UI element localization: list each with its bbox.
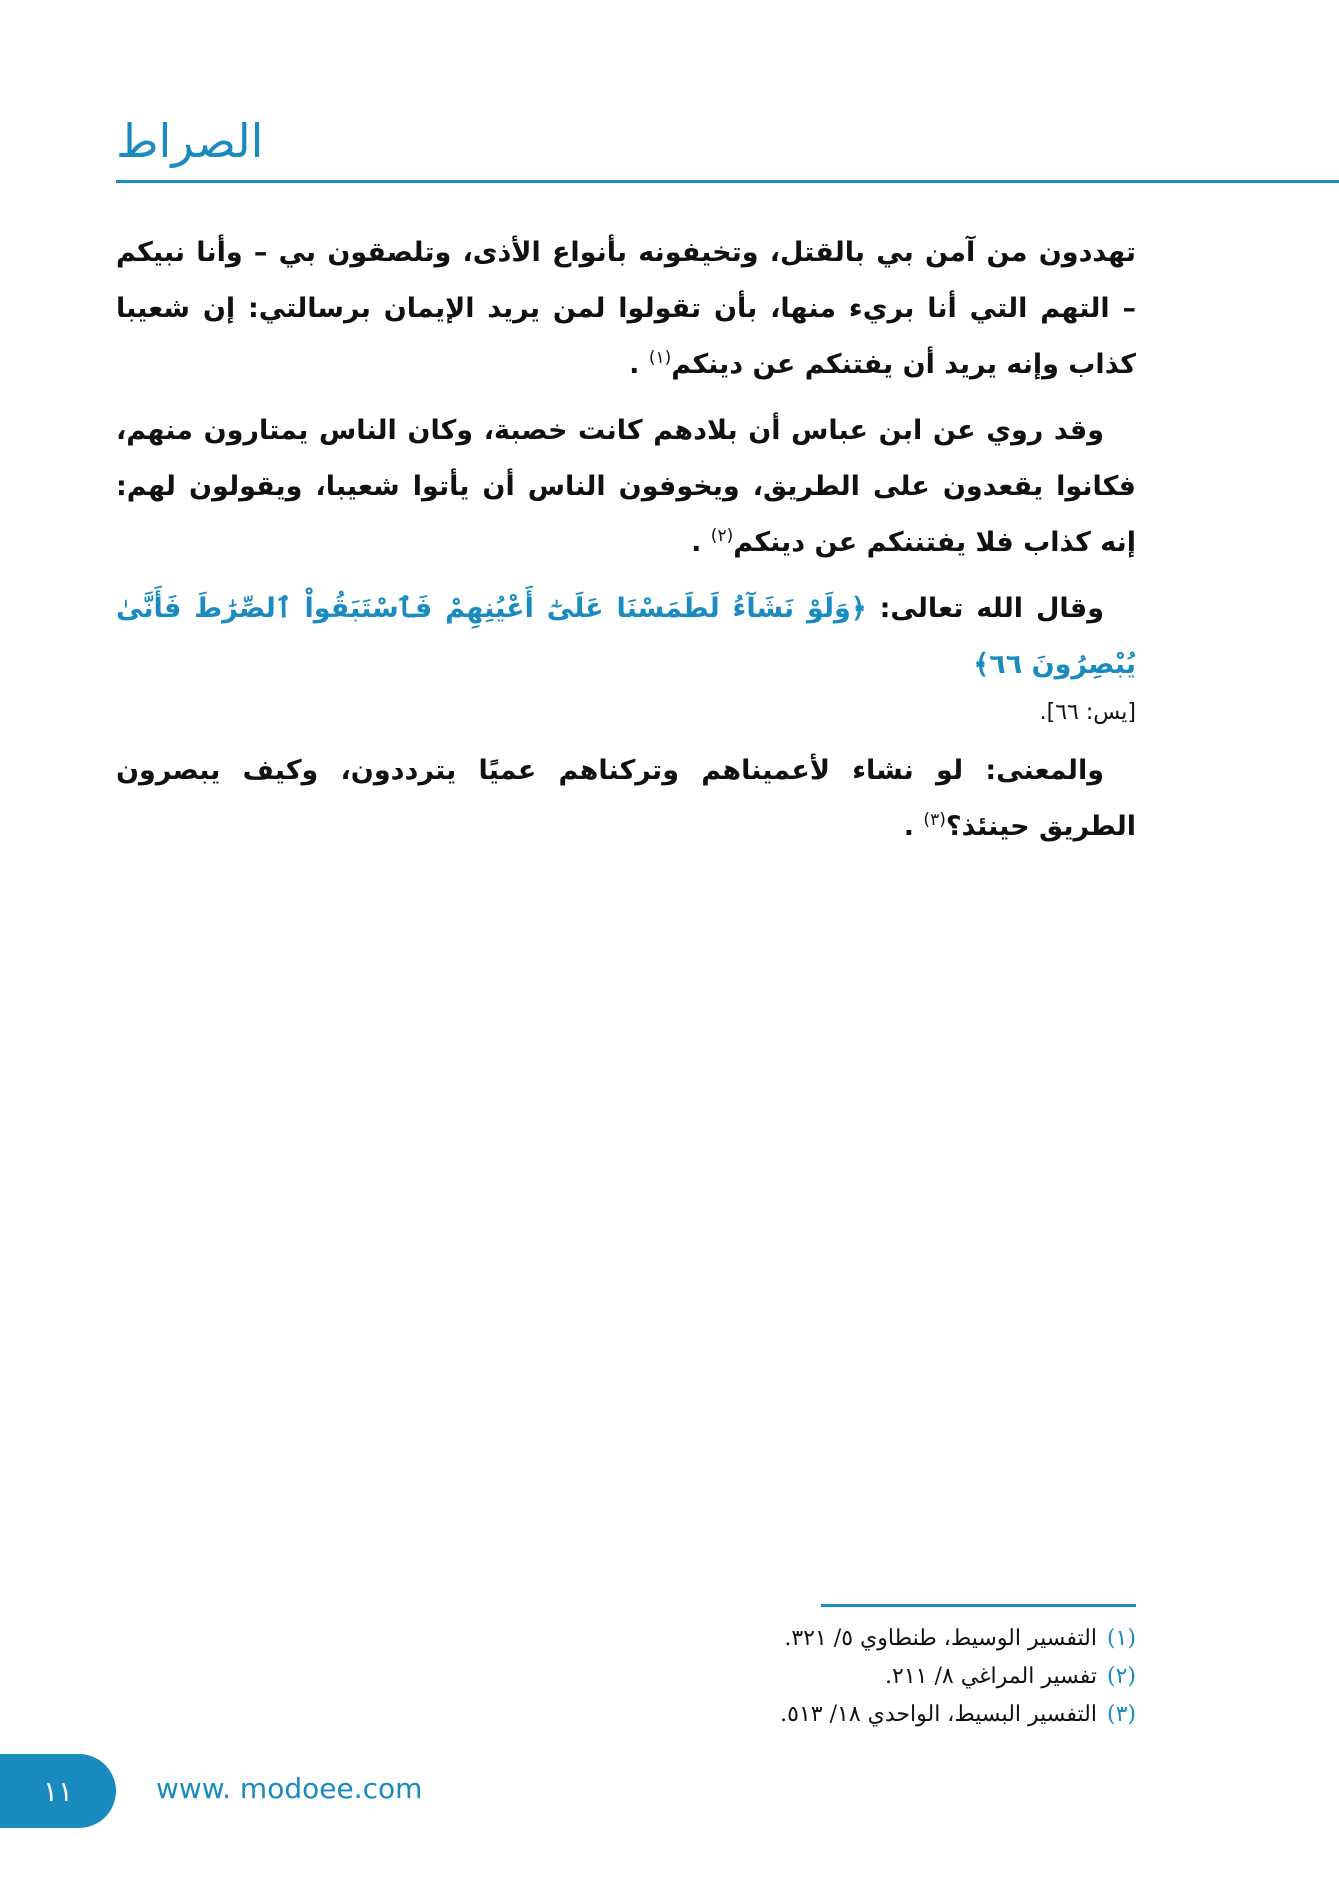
verse-intro: وقال الله تعالى: [879, 593, 1104, 624]
verse-line [116, 581, 1136, 693]
footnote-item [600, 1620, 1136, 1658]
footnote-ref-3: (٣) [923, 810, 946, 830]
footnote-text: التفسير البسيط، الواحدي ١٨/ ٥١٣. [780, 1702, 1097, 1727]
footnote-item [600, 1696, 1136, 1734]
paragraph-2-text: وقد روي عن ابن عباس أن بلادهم كانت خصبة، وكان الناس يمتارون منهم، فكانوا يقعدون على الطريق، ويخوفون الناس أن يأتوا شعيبا، ويقولون لهم: إنه كذاب فلا يفتننكم عن دينكم [116, 415, 1136, 558]
footnotes [600, 1620, 1136, 1734]
footnote-number: (١) [1106, 1626, 1136, 1651]
footnote-divider [821, 1604, 1136, 1607]
paragraph-3: والمعنى: لو نشاء لأعميناهم وتركناهم عميًا يترددون، وكيف يبصرون الطريق حينئذ؟$^{(٣)}$ . [116, 755, 1136, 842]
page-header-title: الصراط [116, 114, 264, 168]
paragraph-1-text: تهددون من آمن بي بالقتل، وتخيفونه بأنواع الأذى، وتلصقون بي – وأنا نبيكم – التهم التي أنا بريء منها، بأن تقولوا لمن يريد الإيمان برسالتي: إن شعيبا كذاب وإنه يريد أن يفتنكم عن دينكم [116, 237, 1136, 380]
footnote-item [600, 1658, 1136, 1696]
paragraph-2: وقد روي عن ابن عباس أن بلادهم كانت خصبة، وكان الناس يمتارون منهم، فكانوا يقعدون على الطريق، ويخوفون الناس أن يأتوا شعيبا، ويقولون لهم: إنه كذاب فلا يفتننكم عن دينكم$^{(٢)}$ . [116, 415, 1136, 558]
quran-verse: ﴿وَلَوْ نَشَآءُ لَطَمَسْنَا عَلَىٰٓ أَعْيُنِهِمْ فَٱسْتَبَقُواْ ٱلصِّرَٰطَ فَأَنَّىٰ يُبْصِرُونَ ٦٦﴾ [116, 593, 1136, 680]
main-content [116, 225, 1136, 865]
footnote-text: تفسير المراغي ٨/ ٢١١. [885, 1664, 1097, 1689]
footnote-ref-2: (٢) [710, 526, 734, 546]
paragraph-1: تهددون من آمن بي بالقتل، وتخيفونه بأنواع الأذى، وتلصقون بي – وأنا نبيكم – التهم التي أنا بريء منها، بأن تقولوا لمن يريد الإيمان برسالتي: إن شعيبا كذاب وإنه يريد أن يفتنكم عن دينكم$^{(١)}$ . [116, 237, 1136, 380]
page-number-badge [0, 1754, 116, 1828]
page-number: ١١ [42, 1774, 74, 1808]
footnote-number: (٣) [1106, 1702, 1136, 1727]
footnote-ref-1: (١) [648, 348, 672, 368]
website-link[interactable]: www. modoee.com [156, 1772, 423, 1805]
footnote-text: التفسير الوسيط، طنطاوي ٥/ ٣٢١. [784, 1626, 1097, 1651]
header-divider [116, 180, 1339, 183]
footnote-number: (٢) [1106, 1664, 1136, 1689]
verse-citation: [يس: ٦٦]. [1039, 700, 1136, 725]
paragraph-3-text: والمعنى: لو نشاء لأعميناهم وتركناهم عميًا يترددون، وكيف يبصرون الطريق حينئذ؟ [116, 755, 1136, 842]
